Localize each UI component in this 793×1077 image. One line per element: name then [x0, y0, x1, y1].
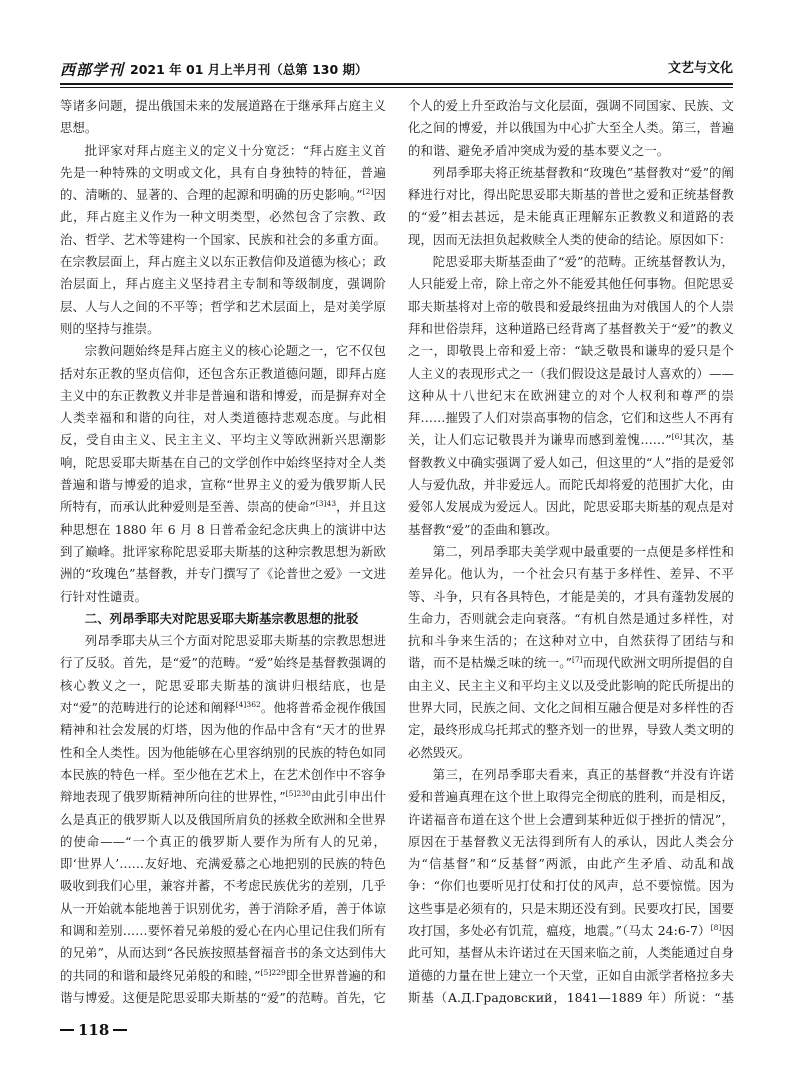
folio-dash-left — [60, 1029, 74, 1031]
text-run: 宗教问题始终是拜占庭主义的核心论题之一，它不仅包括对东正教的坚贞信仰，还包含东正教道德问题，即拜占庭主义中的东正教教义并非是普遍和谐和博爱，而是摒弃对全人类幸福和和谐的向往，对人类道德持悲观态度。与此相反，受自由主义、民主主义、平均主义等欧洲新兴思潮影响，陀思妥耶夫斯基在自己的文学创作中始终坚持对全人类普遍和谐与博爱的追求，宣称“世界主义的爱为俄罗斯人民所特有，而承认此种爱则是至善、崇高的使命” — [60, 343, 386, 515]
text-run: 第二，列昂季耶夫美学观中最重要的一点便是多样性和差异化。他认为，一个社会只有基于多样性、差异、不平等、斗争，只有各具特色，才能是美的，才具有蓬勃发展的生命力，否则就会走向衰落。“有机自然是通过多样性，对抗和斗争来生活的；在这种对立中，自然获得了团结与和谐，而不是枯燥乏味的统一。” — [408, 543, 734, 671]
section-heading — [60, 608, 386, 630]
text-run: 第三，在列昂季耶夫看来，真正的基督教“并没有许诺爱和普遍真理在这个世上取得完全彻底的胜利，而是相反，许诺福音布道在这个世上会遭到某种近似于挫折的情况”，原因在于基督教义无法得到所有人的承认，因此人类会分为“信基督”和“反基督”两派，由此产生矛盾、动乱和战争：“你们也要听见打仗和打仗的风声，总不要惊慌。因为这些事是必须有的，只是末期还没有到。民要攻打民，国要攻打国，多处必有饥荒，瘟疫，地震。”（马太 24:6-7） — [408, 766, 734, 938]
text-run: ，并且这种思想在 1880 年 6 月 8 日普希金纪念庆典上的演讲中达到了巅峰。批评家称陀思妥耶夫斯基的这种宗教思想为新欧洲的“玫瑰色”基督教，并专门撰写了《论普世之爱》一文进行针对性谴责。 — [60, 499, 386, 604]
text-run: 因此，拜占庭主义作为一种文明类型，必然包含了宗教、政治、哲学、艺术等建构一个国家、民族和社会的多重方面。在宗教层面上，拜占庭主义以东正教信仰及道德为核心；政治层面上，拜占庭主义坚持君主专制和等级制度，强调阶层、人与人之间的不平等；哲学和艺术层面上，是对美学原则的坚持与推崇。 — [60, 187, 386, 336]
citation-ref: [4]362 — [235, 699, 261, 709]
paragraph — [60, 630, 386, 1010]
section-title: 文艺与文化 — [667, 61, 733, 76]
text-run: 。他将普希金视作俄国精神和社会发展的灯塔，因为他的作品中含有“天才的世界性和全人类性。因为他能够在心里容纳别的民族的特色如同本民族的特色一样。至少他在艺术上，在艺术创作中不容争辩地表现了俄罗斯精神所向往的世界性，” — [60, 700, 386, 805]
text-run: 等诸多问题，提出俄国未来的发展道路在于继承拜占庭主义思想。 — [60, 98, 386, 136]
text-run: 个人的爱上升至政治与文化层面，强调不同国家、民族、文化之间的博爱，并以俄国为中心扩大至全人类。第三，普遍的和谐、避免矛盾冲突成为爱的基本要义之一。 — [408, 98, 734, 158]
text-run: 因此可知，基督从未许诺过在天国来临之前，人类能通过自身道德的力量在世上建立一个天堂，正如自由派学者格拉多夫斯基（A.Д.Градовский，1841—1889 年）所说：“基 — [408, 922, 734, 1005]
page-number-value: 118 — [78, 1021, 110, 1039]
text-run: 由此引申出什么是真正的俄罗斯人以及俄国所肩负的拯救全欧洲和全世界的使命——“一个真正的俄罗斯人要作为所有人的兄弟，即‘世界人’……友好地、充满爱慕之心地把别的民族的特色吸收到我们心里，兼容并蓄，不考虑民族优劣的差别，几乎从一开始就本能地善于识别优劣，善于消除矛盾，善于体谅和调和差别……要怀着兄弟般的爱心在内心里记住我们所有的兄弟”，从而达到“各民族按照基督福音书的条文达到伟大的共同的和谐和最终兄弟般的和睦，” — [60, 789, 386, 983]
left-text-column — [60, 95, 386, 1010]
paragraph — [408, 541, 734, 764]
folio-dash-right — [113, 1029, 127, 1031]
text-run: 批评家对拜占庭主义的定义十分宽泛：“拜占庭主义首先是一种特殊的文明或文化，具有自身独特的特征，普遍的、清晰的、显著的、合理的起源和明确的历史影响。” — [60, 142, 386, 203]
citation-ref: [5]230 — [285, 789, 311, 799]
paragraph — [60, 140, 386, 341]
paragraph — [408, 95, 734, 162]
issue-info: 2021 年 01 月上半月刊（总第 130 期） — [130, 62, 368, 77]
header-rule-thick — [60, 83, 733, 85]
text-run: 列昂季耶夫将正统基督教和“玫瑰色”基督教对“爱”的阐释进行对比，得出陀思妥耶夫斯基的普世之爱和正统基督教的“爱”相去甚远，是未能真正理解东正教教义和道路的表现，因而无法担负起救赎全人类的使命的结论。原因如下： — [408, 164, 734, 247]
citation-ref: [7] — [572, 655, 583, 665]
text-run: 而现代欧洲文明所提倡的自由主义、民主主义和平均主义以及受此影响的陀氏所提出的世界大同，民族之间、文化之间相互融合便是对多样性的否定，最终形成乌托邦式的整齐划一的世界，导致人类文明的必然毁灭。 — [408, 655, 734, 760]
citation-ref: [6] — [671, 432, 683, 442]
text-run: 其次，基督教教义中确实强调了爱人如己，但这里的“人”指的是爱邻人与爱仇敌，并非爱远人。而陀氏却将爱的范围扩大化，由爱邻人发展成为爱远人。因此，陀思妥耶夫斯基的观点是对基督教“爱”的歪曲和篡改。 — [408, 432, 734, 537]
right-text-column — [408, 95, 734, 1010]
text-run: 即全世界普遍的和谐与博爱。这便是陀思妥耶夫斯基的“爱”的范畴。首先，它 — [60, 967, 386, 1005]
journal-logo: 西部学刊 — [60, 60, 125, 79]
header-rule-thin — [60, 87, 733, 88]
running-header-left — [60, 58, 368, 80]
text-run: 二、列昂季耶夫对陀思妥耶夫斯基宗教思想的批驳 — [84, 610, 359, 626]
page-number — [60, 1018, 127, 1042]
paragraph — [408, 764, 734, 1010]
paragraph — [408, 162, 734, 251]
paragraph — [60, 340, 386, 608]
citation-ref: [3]43 — [315, 499, 337, 509]
paragraph — [408, 251, 734, 541]
text-run: 陀思妥耶夫斯基歪曲了“爱”的范畴。正统基督教认为，人只能爱上帝，除上帝之外不能爱其他任何事物。但陀思妥耶夫斯基将对上帝的敬畏和爱最终扭曲为对俄国人的个人崇拜和世俗崇拜，这种道路已经背离了基督教关于“爱”的教义之一，即敬畏上帝和爱上帝：“缺乏敬畏和谦卑的爱只是个人主义的表现形式之一（我们假设这是最讨人喜欢的）——这种从十八世纪末在欧洲建立的对个人权利和尊严的崇拜……摧毁了人们对崇高事物的信念，它们和这些人不再有关，让人们忘记敬畏并为谦卑而感到羞愧……” — [408, 254, 734, 448]
text-run: 列昂季耶夫从三个方面对陀思妥耶夫斯基的宗教思想进行了反驳。首先，是“爱”的范畴。“爱”始终是基督教强调的核心教义之一，陀思妥耶夫斯基的演讲归根结底，也是对“爱”的范畴进行的论述和阐释 — [60, 633, 386, 716]
paragraph — [60, 95, 386, 140]
citation-ref: [5]229 — [260, 967, 286, 977]
citation-ref: [2] — [362, 187, 374, 197]
citation-ref: [8] — [710, 922, 722, 932]
